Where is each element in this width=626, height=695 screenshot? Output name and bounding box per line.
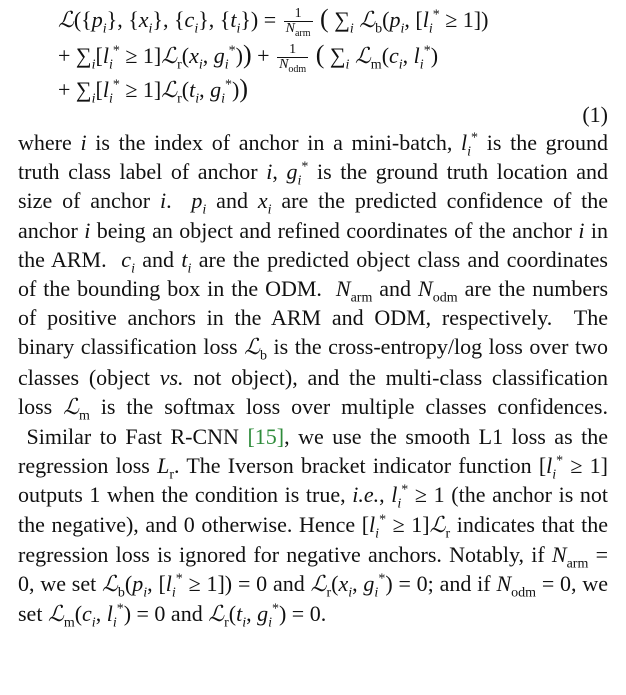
equation-line-1: $ℒ(\{p_i\}$, $\{x_i\}$, $\{c_i\}$, $\{t_i\}$) = $\frac{1}{N_{arm}}$ ( $\sum_i$ $ℒ_b(p_i$, $[l_i^* \ge 1]$) bbox=[58, 4, 489, 40]
body-paragraph bbox=[18, 128, 608, 629]
fraction-arm: $\frac{1}{N_{arm}}$ bbox=[285, 6, 311, 40]
equation-line-2: + $\sum_i[l_i^*$ ≥ $1]ℒ_r(x_i$, $g_i^*$)) + $\frac{1}{N_{odm}}$ ( $\sum_i$ $ℒ_m(c_i$, $l_i^*$) bbox=[58, 40, 439, 76]
equation-number: (1) bbox=[582, 102, 608, 127]
equation-line-3: + $\sum_i[l_i^*$ ≥ $1]ℒ_r(t_i$, $g_i^*$)) bbox=[58, 74, 248, 107]
paragraph-text: where i is the index of anchor in a mini-batch, $l_i^*$ is the ground truth class label of anchor i, $g_i^*$ is the ground truth location and size of anchor i. $p_i$ and $x_i$ are the predicted confidence of the anchor i being an object and refined coordinates of the anchor i in the ARM. $c_i$ and $t_i$ are the predicted object class and coordinates of the bounding box in the ODM. $N_{arm}$ and $N_{odm}$ are the numbers of positive anchors in the ARM and ODM, respectively. The binary classification loss ℒ$_b$ is the cross-entropy/log loss over two classes (object vs. not object), and the multi-class classification loss ℒ$_m$ is the softmax loss over multiple classes confidences. Similar to Fast R-CNN [15], we use the smooth L1 loss as the regression loss $L_r$. The Iverson bracket indicator function $[l_i^* \ge 1]$ outputs 1 when the condition is true, i.e., $l_i^* \ge 1$ (the anchor is not the negative), and 0 otherwise. Hence [$l_i^*$ ≥ 1]ℒ$_r$ indicates that the regression loss is ignored for negative anchors. Notably, if $N_{arm} = 0$, we set $ℒ_b(p_i$, $[l_i^* \ge 1]) = 0$ and $ℒ_r(x_i$, $g_i^*) = 0$; and if $N_{odm} = 0$, we set $ℒ_m(c_i$, $l_i^*) = 0$ and $ℒ_r(t_i$, $g_i^*) = 0$. bbox=[18, 130, 609, 631]
fraction-odm: $\frac{1}{N_{odm}}$ bbox=[279, 42, 307, 76]
citation-link-15[interactable]: [15] bbox=[247, 424, 285, 450]
